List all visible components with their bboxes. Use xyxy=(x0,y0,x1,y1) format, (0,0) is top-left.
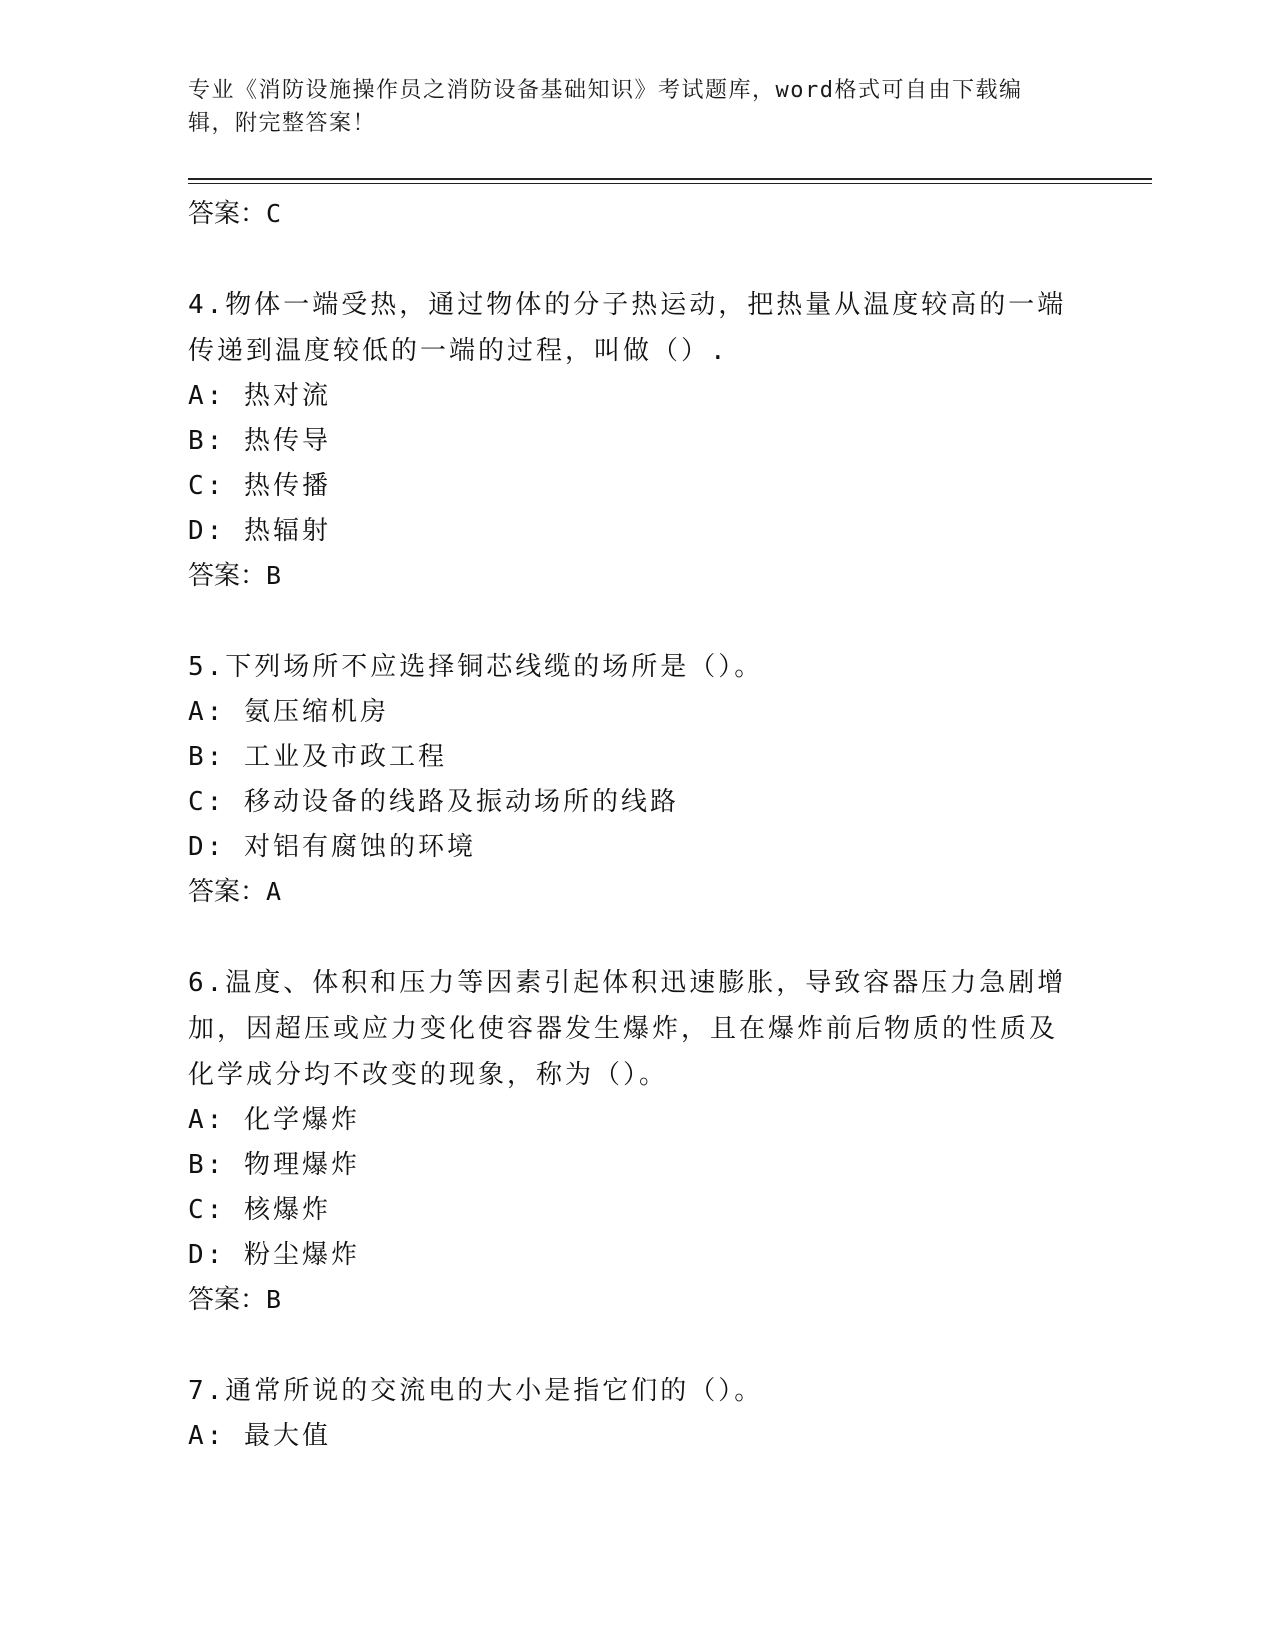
question-stem: 7.通常所说的交流电的大小是指它们的（）。 xyxy=(188,1376,764,1406)
question-stem: 5.下列场所不应选择铜芯线缆的场所是（）。 xyxy=(188,652,764,682)
option-d: D: 粉尘爆炸 xyxy=(188,1240,360,1270)
answer-label: 答案： xyxy=(188,561,267,591)
option-c: C: 核爆炸 xyxy=(188,1195,331,1225)
answer-line xyxy=(188,192,1088,236)
option-b: B: 工业及市政工程 xyxy=(188,742,447,772)
option-c: C: 移动设备的线路及振动场所的线路 xyxy=(188,787,679,817)
option-a: A: 最大值 xyxy=(188,1421,331,1451)
answer-label: 答案： xyxy=(188,199,267,229)
answer-value: C xyxy=(266,199,282,228)
question-list xyxy=(188,192,1088,1459)
option-d: D: 热辐射 xyxy=(188,516,331,546)
option-c: C: 热传播 xyxy=(188,471,331,501)
answer-value: B xyxy=(266,1285,282,1314)
question-item xyxy=(188,282,1088,598)
answer-value: A xyxy=(266,877,282,906)
header-line-2: 辑，附完整答案！ xyxy=(188,111,377,136)
option-a: A: 氨压缩机房 xyxy=(188,697,389,727)
question-stem: 4.物体一端受热，通过物体的分子热运动，把热量从温度较高的一端传递到温度较低的一端的过程，叫做（）. xyxy=(188,290,1067,366)
option-b: B: 热传导 xyxy=(188,426,331,456)
answer-line xyxy=(188,554,1088,598)
header-divider-thick xyxy=(188,178,1152,180)
page-header xyxy=(188,74,1068,140)
option-a: A: 热对流 xyxy=(188,381,331,411)
question-item xyxy=(188,960,1088,1322)
answer-label: 答案： xyxy=(188,877,267,907)
question-stem: 6.温度、体积和压力等因素引起体积迅速膨胀，导致容器压力急剧增加，因超压或应力变化使容器发生爆炸，且在爆炸前后物质的性质及化学成分均不改变的现象，称为（）。 xyxy=(188,968,1067,1090)
option-b: B: 物理爆炸 xyxy=(188,1150,360,1180)
header-divider-thin xyxy=(188,183,1152,184)
question-item xyxy=(188,1368,1088,1459)
option-a: A: 化学爆炸 xyxy=(188,1105,360,1135)
question-item xyxy=(188,644,1088,914)
answer-label: 答案： xyxy=(188,1285,267,1315)
header-line-1: 专业《消防设施操作员之消防设备基础知识》考试题库，word格式可自由下载编 xyxy=(188,78,1023,103)
answer-value: B xyxy=(266,561,282,590)
answer-line xyxy=(188,870,1088,914)
answer-line xyxy=(188,1278,1088,1322)
option-d: D: 对铝有腐蚀的环境 xyxy=(188,832,476,862)
